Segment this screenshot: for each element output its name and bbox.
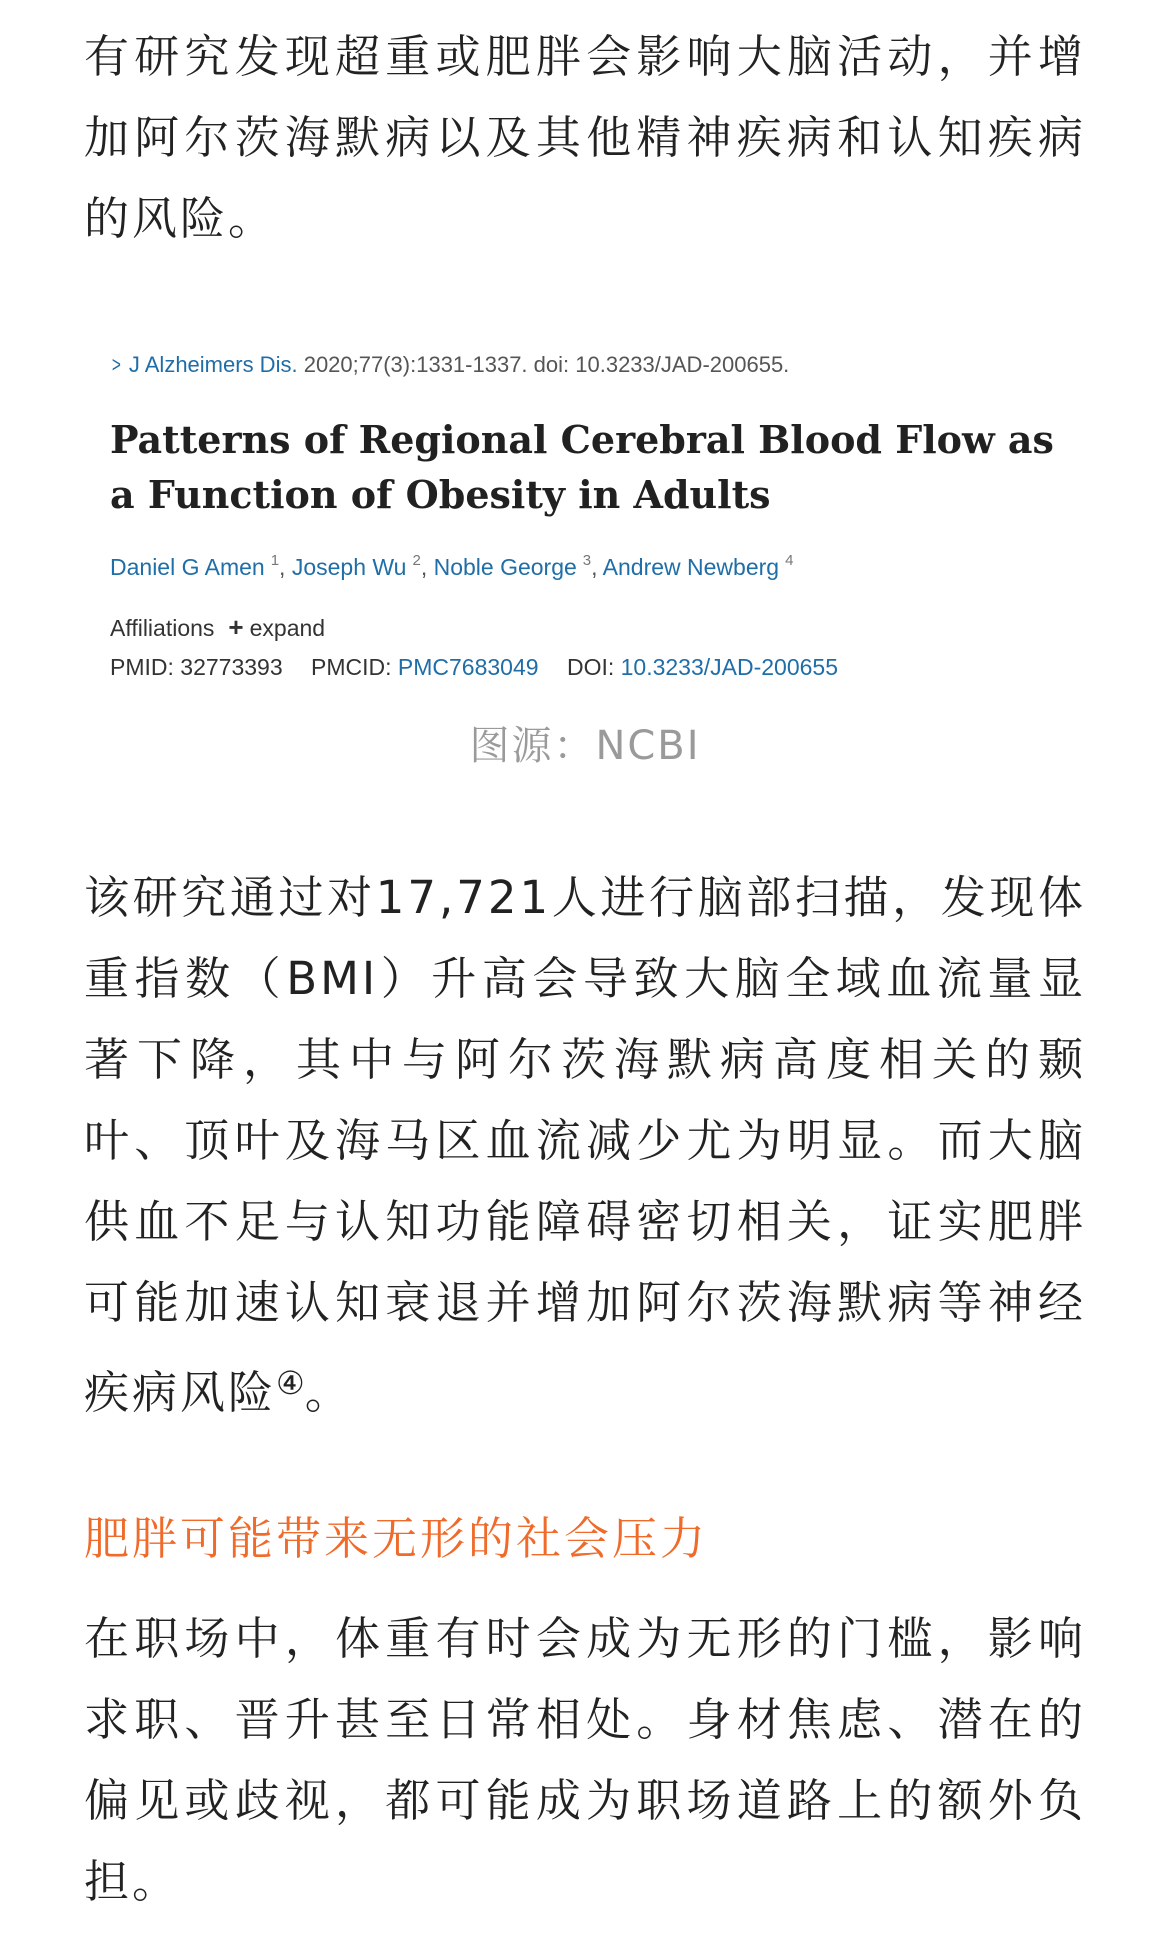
author-affiliation-number: 3 [582,552,592,569]
author-affiliation-number: 4 [785,552,794,569]
pmcid-label: PMCID: [311,654,392,680]
plus-icon[interactable]: + [228,612,244,642]
pmid-value: 32773393 [180,654,283,680]
identifiers-row [110,654,838,681]
article-paragraph: 在职场中，体重有时会成为无形的门槛，影响求职、晋升甚至日常相处。身材焦虑、潜在的偏见或歧视，都可能成为职场道路上的额外负担。 [84,1612,1086,1908]
expand-affiliations-button[interactable]: expand [249,615,326,641]
image-caption: 图源：NCBI [469,723,701,769]
author-link[interactable]: Andrew Newberg [602,554,780,580]
citation-ref-details: 2020;77(3):1331-1337. doi: 10.3233/JAD-200655. [303,352,790,377]
article-paragraph: 有研究发现超重或肥胖会影响大脑活动，并增加阿尔茨海默病以及其他精神疾病和认知疾病的风险。 [84,30,1086,245]
pmcid-link[interactable]: PMC7683049 [397,654,539,680]
article-paragraph [84,857,1086,1433]
affiliations-row [110,612,325,643]
citation-title: Patterns of Regional Cerebral Blood Flow as a Function of Obesity in Adults [110,417,1054,517]
doi-link[interactable]: 10.3233/JAD-200655 [620,654,839,680]
author-affiliation-number: 2 [412,552,421,569]
affiliations-label: Affiliations [110,615,215,641]
section-heading: 肥胖可能带来无形的社会压力 [84,1512,709,1565]
author-link[interactable]: Daniel G Amen [110,554,265,580]
author-affiliation-number: 1 [270,552,280,569]
citation-authors: Daniel G Amen $^1$, Joseph Wu $^2$, Noble George $^3$, Andrew Newberg $^4$ [110,552,794,580]
chevron-right-icon[interactable]: > [111,352,121,377]
paragraph-text: 该研究通过对17,721人进行脑部扫描，发现体重指数（BMI）升高会导致大脑全域血流量显著下降，其中与阿尔茨海默病高度相关的颞叶、顶叶及海马区血流减少尤为明显。而大脑供血不足与认知功能障碍密切相关，证实肥胖可能加速认知衰退并增加阿尔茨海默病等神经疾病风险 [84,871,1086,1419]
doi-label: DOI: [566,654,615,680]
paragraph-end: 。 [304,1366,353,1419]
author-link[interactable]: Joseph Wu [291,554,407,580]
pmid-label: PMID: [110,654,174,680]
citation-card-image [110,350,1070,680]
journal-link[interactable]: J Alzheimers Dis. [128,352,298,377]
citation-journal-line [110,350,1070,380]
author-link[interactable]: Noble George [433,554,577,580]
footnote-marker[interactable]: ④ [276,1364,305,1402]
